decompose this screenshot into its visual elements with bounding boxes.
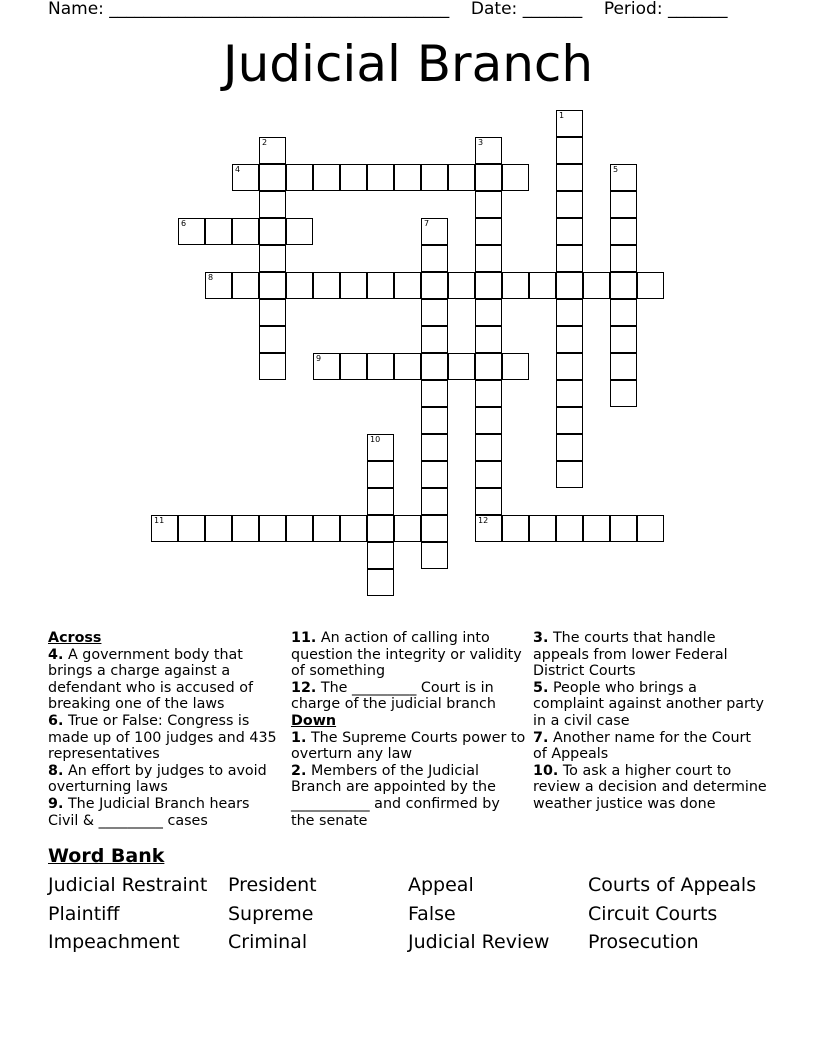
grid-cell[interactable] xyxy=(610,353,637,380)
grid-cell[interactable] xyxy=(259,191,286,218)
clue-number: 1 xyxy=(559,111,565,120)
grid-cell[interactable] xyxy=(556,218,583,245)
grid-cell[interactable] xyxy=(583,515,610,542)
grid-cell[interactable] xyxy=(340,272,367,299)
grid-cell[interactable] xyxy=(178,515,205,542)
grid-cell[interactable] xyxy=(610,218,637,245)
clue-down-10: 10. To ask a higher court to review a decision and determine weather justice was done xyxy=(533,762,767,812)
grid-cell[interactable] xyxy=(421,407,448,434)
clue-across-6: 6. True or False: Congress is made up of 100 judges and 435 representatives xyxy=(48,712,277,763)
grid-cell[interactable] xyxy=(610,245,637,272)
grid-cell[interactable] xyxy=(502,164,529,191)
grid-cell[interactable] xyxy=(475,137,502,164)
grid-cell[interactable] xyxy=(556,515,583,542)
grid-cell[interactable] xyxy=(475,299,502,326)
grid-cell[interactable] xyxy=(421,542,448,569)
grid-cell[interactable] xyxy=(421,380,448,407)
grid-cell[interactable] xyxy=(556,164,583,191)
grid-cell[interactable] xyxy=(367,164,394,191)
clue-down-2: 2. Members of the Judicial Branch are appointed by the ___________ and confirmed by the senate xyxy=(291,762,500,829)
clues-column-2 xyxy=(291,630,527,829)
grid-cell[interactable] xyxy=(556,326,583,353)
word-bank-item: Judicial Review xyxy=(408,931,550,953)
grid-cell[interactable] xyxy=(232,218,259,245)
clue-number: 3 xyxy=(478,138,484,147)
grid-cell[interactable] xyxy=(421,434,448,461)
grid-cell[interactable] xyxy=(610,164,637,191)
word-bank-item: Circuit Courts xyxy=(588,903,718,925)
grid-cell[interactable] xyxy=(313,272,340,299)
grid-cell[interactable] xyxy=(556,137,583,164)
grid-cell[interactable] xyxy=(394,515,421,542)
grid-cell[interactable] xyxy=(313,515,340,542)
grid-cell[interactable] xyxy=(394,272,421,299)
grid-cell[interactable] xyxy=(367,434,394,461)
grid-cell[interactable] xyxy=(421,164,448,191)
grid-cell[interactable] xyxy=(367,515,394,542)
name-label: Name: xyxy=(48,0,104,19)
grid-cell[interactable] xyxy=(421,272,448,299)
grid-cell[interactable] xyxy=(475,326,502,353)
grid-cell[interactable] xyxy=(178,218,205,245)
grid-cell[interactable] xyxy=(556,272,583,299)
grid-cell[interactable] xyxy=(151,515,178,542)
grid-cell[interactable] xyxy=(637,515,664,542)
grid-cell[interactable] xyxy=(556,110,583,137)
grid-cell[interactable] xyxy=(367,542,394,569)
clue-across-8: 8. An effort by judges to avoid overturning laws xyxy=(48,762,267,796)
grid-cell[interactable] xyxy=(556,353,583,380)
word-bank-item: Impeachment xyxy=(48,931,180,953)
grid-cell[interactable] xyxy=(259,515,286,542)
grid-cell[interactable] xyxy=(637,272,664,299)
grid-cell[interactable] xyxy=(448,272,475,299)
grid-cell[interactable] xyxy=(610,272,637,299)
grid-cell[interactable] xyxy=(448,353,475,380)
grid-cell[interactable] xyxy=(286,164,313,191)
grid-cell[interactable] xyxy=(286,218,313,245)
word-bank-item: Judicial Restraint xyxy=(48,874,208,896)
grid-cell[interactable] xyxy=(475,353,502,380)
grid-cell[interactable] xyxy=(610,191,637,218)
grid-cell[interactable] xyxy=(475,218,502,245)
grid-cell[interactable] xyxy=(502,515,529,542)
grid-cell[interactable] xyxy=(205,515,232,542)
clue-across-4: 4. A government body that brings a charge against a defendant who is accused of breaking one of the laws xyxy=(48,646,254,713)
grid-cell[interactable] xyxy=(529,272,556,299)
grid-cell[interactable] xyxy=(232,515,259,542)
grid-cell[interactable] xyxy=(475,245,502,272)
grid-cell[interactable] xyxy=(205,272,232,299)
grid-cell[interactable] xyxy=(475,488,502,515)
clue-number: 5 xyxy=(613,165,619,174)
grid-cell[interactable] xyxy=(556,299,583,326)
clue-number: 8 xyxy=(208,273,214,282)
grid-cell[interactable] xyxy=(259,326,286,353)
grid-cell[interactable] xyxy=(556,434,583,461)
word-bank-item: Criminal xyxy=(228,931,308,953)
clue-across-12: 12. The _________ Court is in charge of the judicial branch xyxy=(291,679,496,713)
date-blank[interactable]: _______ xyxy=(522,0,583,19)
grid-cell[interactable] xyxy=(583,272,610,299)
grid-cell[interactable] xyxy=(232,272,259,299)
clue-down-7: 7. Another name for the Court of Appeals xyxy=(533,729,751,763)
grid-cell[interactable] xyxy=(610,299,637,326)
grid-cell[interactable] xyxy=(367,461,394,488)
clue-down-1: 1. The Supreme Courts power to overturn any law xyxy=(291,729,526,763)
grid-cell[interactable] xyxy=(286,272,313,299)
period-blank[interactable]: _______ xyxy=(667,0,728,19)
grid-cell[interactable] xyxy=(610,326,637,353)
clue-number: 2 xyxy=(262,138,268,147)
clue-number: 12 xyxy=(478,516,489,525)
grid-cell[interactable] xyxy=(421,245,448,272)
name-blank[interactable]: ________________________________________ xyxy=(109,0,450,19)
grid-cell[interactable] xyxy=(475,434,502,461)
clue-down-5: 5. People who brings a complaint against another party in a civil case xyxy=(533,679,764,729)
grid-cell[interactable] xyxy=(556,245,583,272)
grid-cell[interactable] xyxy=(556,380,583,407)
grid-cell[interactable] xyxy=(367,272,394,299)
grid-cell[interactable] xyxy=(421,353,448,380)
grid-cell[interactable] xyxy=(394,164,421,191)
grid-cell[interactable] xyxy=(286,515,313,542)
grid-cell[interactable] xyxy=(556,191,583,218)
grid-cell[interactable] xyxy=(610,380,637,407)
grid-cell[interactable] xyxy=(556,407,583,434)
clue-number: 4 xyxy=(235,165,241,174)
down-heading: Down xyxy=(291,712,337,729)
clue-number: 11 xyxy=(154,516,165,525)
grid-cell[interactable] xyxy=(340,164,367,191)
grid-cell[interactable] xyxy=(421,515,448,542)
grid-cell[interactable] xyxy=(448,164,475,191)
grid-cell[interactable] xyxy=(259,353,286,380)
clues-column-1 xyxy=(48,630,284,829)
clue-number: 7 xyxy=(424,219,430,228)
clue-across-11: 11. An action of calling into question the integrity or validity of something xyxy=(291,630,522,680)
word-bank-item: Supreme xyxy=(228,903,314,925)
grid-cell[interactable] xyxy=(421,218,448,245)
clue-across-9: 9. The Judicial Branch hears Civil & _________ cases xyxy=(48,795,250,829)
grid-cell[interactable] xyxy=(205,218,232,245)
grid-cell[interactable] xyxy=(475,515,502,542)
grid-cell[interactable] xyxy=(259,272,286,299)
grid-cell[interactable] xyxy=(259,245,286,272)
grid-cell[interactable] xyxy=(313,164,340,191)
grid-cell[interactable] xyxy=(529,515,556,542)
grid-cell[interactable] xyxy=(502,353,529,380)
grid-cell[interactable] xyxy=(556,461,583,488)
grid-cell[interactable] xyxy=(259,218,286,245)
grid-cell[interactable] xyxy=(259,299,286,326)
grid-cell[interactable] xyxy=(367,353,394,380)
grid-cell[interactable] xyxy=(394,353,421,380)
clue-number: 6 xyxy=(181,219,187,228)
word-bank-item: President xyxy=(228,874,317,896)
grid-cell[interactable] xyxy=(421,299,448,326)
grid-cell[interactable] xyxy=(475,407,502,434)
clue-down-3: 3. The courts that handle appeals from lower Federal District Courts xyxy=(533,630,728,680)
date-label: Date: xyxy=(470,0,518,19)
grid-cell[interactable] xyxy=(313,353,340,380)
grid-cell[interactable] xyxy=(610,515,637,542)
grid-cell[interactable] xyxy=(475,191,502,218)
grid-cell[interactable] xyxy=(259,164,286,191)
grid-cell[interactable] xyxy=(340,515,367,542)
word-bank-item: False xyxy=(408,903,456,925)
grid-cell[interactable] xyxy=(232,164,259,191)
page-title: Judicial Branch xyxy=(222,35,594,93)
grid-cell[interactable] xyxy=(367,488,394,515)
across-heading: Across xyxy=(48,630,102,646)
period-label: Period: xyxy=(603,0,663,19)
grid-cell[interactable] xyxy=(475,461,502,488)
word-bank-item: Plaintiff xyxy=(48,903,120,925)
grid-cell[interactable] xyxy=(421,461,448,488)
grid-cell[interactable] xyxy=(259,137,286,164)
grid-cell[interactable] xyxy=(475,380,502,407)
word-bank-title: Word Bank xyxy=(48,845,165,867)
grid-cell[interactable] xyxy=(367,569,394,596)
clue-number: 9 xyxy=(316,354,322,363)
clues-column-3 xyxy=(533,630,769,813)
grid-cell[interactable] xyxy=(475,272,502,299)
word-bank-item: Prosecution xyxy=(588,931,699,953)
grid-cell[interactable] xyxy=(475,164,502,191)
grid-cell[interactable] xyxy=(421,488,448,515)
grid-cell[interactable] xyxy=(340,353,367,380)
grid-cell[interactable] xyxy=(421,326,448,353)
word-bank-item: Courts of Appeals xyxy=(588,874,757,896)
clue-number: 10 xyxy=(370,435,381,444)
grid-cell[interactable] xyxy=(502,272,529,299)
word-bank-item: Appeal xyxy=(408,874,474,896)
